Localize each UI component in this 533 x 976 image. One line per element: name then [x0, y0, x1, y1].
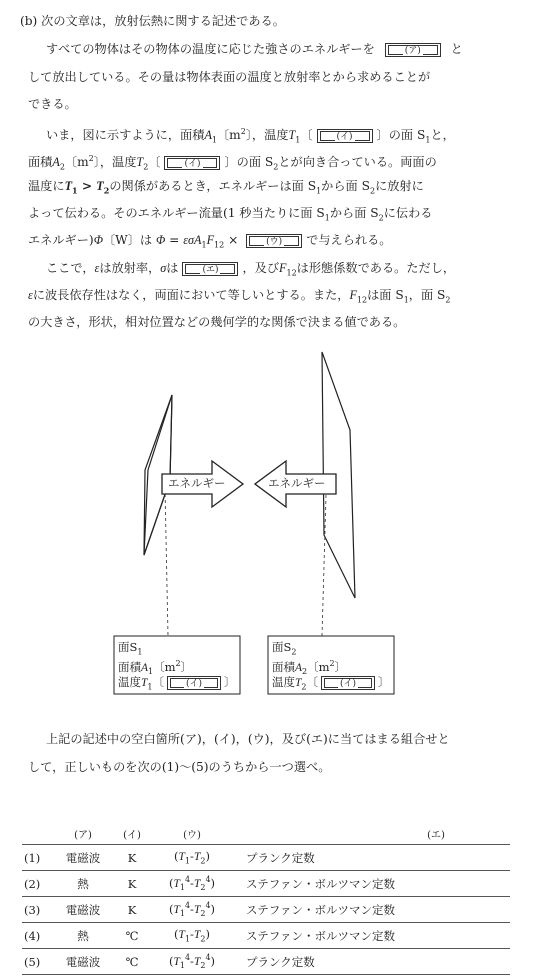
para3-line1: ここで，εは放射率，σは (エ) ，及び$F_{12}$は形態係数である。ただし，	[46, 261, 456, 278]
table-row[interactable]	[22, 949, 510, 975]
table-row[interactable]	[22, 845, 510, 871]
cell-e: プランク定数	[232, 845, 510, 871]
cell-e: ステファン・ボルツマン定数	[232, 871, 510, 897]
blank-i: (イ)	[167, 676, 221, 690]
header-a: (ア)	[74, 829, 92, 841]
cell-a: 熱	[54, 923, 112, 949]
para1-text: と	[450, 42, 463, 56]
para3-line3: の大きさ，形状，相対位置などの幾何学的な関係で決まる値である。	[28, 315, 406, 329]
table-row[interactable]	[22, 923, 510, 949]
cell-i: K	[112, 871, 152, 897]
option-number: (2)	[22, 871, 54, 897]
s1-temp: 温度$T_1$〔 (イ) 〕	[118, 675, 236, 692]
option-number: (4)	[22, 923, 54, 949]
para2-line2: 面積$A_2$〔$m^2$〕，温度$T_2$〔 (イ) 〕の面 $S_2$とが向き合っている。両面の	[28, 154, 437, 172]
cell-u: $(T_1^4-T_2^4)$	[152, 949, 232, 975]
blank-i: (イ)	[321, 676, 375, 690]
s1-area: 面積$A_1$〔$m^2$〕	[118, 659, 193, 677]
cell-a: 熱	[54, 871, 112, 897]
answer-table	[22, 822, 510, 975]
blank-i: (イ)	[317, 129, 373, 143]
para1-line2: して放出している。その量は物体表面の温度と放射率とから求めることが	[28, 70, 431, 84]
question-line1: 上記の記述中の空白箇所(ア)，(イ)，(ウ)，及び(エ)に当てはまる組合せと	[46, 732, 450, 746]
cell-i: ℃	[112, 923, 152, 949]
blank-a: (ア)	[385, 43, 441, 57]
para3-line2: εに波長依存性はなく，両面において等しいとする。また，$F_{12}$は面 $S_1$，面 $S_2$	[28, 288, 451, 305]
s2-area: 面積$A_2$〔$m^2$〕	[272, 659, 347, 677]
cell-i: ℃	[112, 949, 152, 975]
option-number: (1)	[22, 845, 54, 871]
option-number: (5)	[22, 949, 54, 975]
cell-u: $(T_1^4-T_2^4)$	[152, 897, 232, 923]
option-number: (3)	[22, 897, 54, 923]
blank-i: (イ)	[164, 156, 220, 170]
table-header-row	[22, 822, 510, 845]
cell-i: K	[112, 845, 152, 871]
cell-a: 電磁波	[54, 897, 112, 923]
para1-text: すべての物体はその物体の温度に応じた強さのエネルギーを	[46, 42, 375, 56]
para2-line1: いま，図に示すように，面積$A_1$〔$m^2$〕，温度$T_1$〔 (イ) 〕の面 $S_1$と，	[46, 127, 455, 145]
para2-line3: 温度に$T_1 > T_2$の関係があるとき，エネルギーは面 $S_1$から面 $S_2$に放射に	[28, 179, 424, 196]
arrow-label-right: エネルギー	[168, 476, 226, 490]
s1-name: 面$S_1$	[118, 640, 143, 657]
cell-e: ステファン・ボルツマン定数	[232, 923, 510, 949]
blank-e: (エ)	[182, 262, 238, 276]
blank-u: (ウ)	[246, 234, 302, 248]
cell-e: プランク定数	[232, 949, 510, 975]
cell-i: K	[112, 897, 152, 923]
cell-a: 電磁波	[54, 949, 112, 975]
para1-line3: できる。	[28, 97, 77, 111]
s2-name: 面$S_2$	[272, 640, 297, 657]
cell-e: ステファン・ボルツマン定数	[232, 897, 510, 923]
cell-u: $(T_1-T_2)$	[152, 923, 232, 949]
header-e: (エ)	[427, 829, 445, 841]
para2-line5: エネルギー)Φ〔W〕は $\Phi = \varepsilon\sigma A_1F_{12}$ × (ウ) で与えられる。	[28, 233, 392, 250]
cell-u: $(T_1^4-T_2^4)$	[152, 871, 232, 897]
header-u: (ウ)	[183, 829, 201, 841]
table-row[interactable]	[22, 871, 510, 897]
s2-temp: 温度$T_2$〔 (イ) 〕	[272, 675, 390, 692]
cell-a: 電磁波	[54, 845, 112, 871]
arrow-label-left: エネルギー	[268, 476, 326, 490]
problem-heading: (b) 次の文章は，放射伝熱に関する記述である。	[20, 14, 285, 28]
header-i: (イ)	[123, 829, 141, 841]
para2-line4: よって伝わる。そのエネルギー流量(1 秒当たりに面 $S_1$から面 $S_2$に伝わる	[28, 206, 433, 223]
question-line2: して，正しいものを次の(1)～(5)のうちから一つ選べ。	[28, 760, 331, 774]
cell-u: $(T_1-T_2)$	[152, 845, 232, 871]
leader-s1	[165, 488, 168, 636]
table-row[interactable]	[22, 897, 510, 923]
